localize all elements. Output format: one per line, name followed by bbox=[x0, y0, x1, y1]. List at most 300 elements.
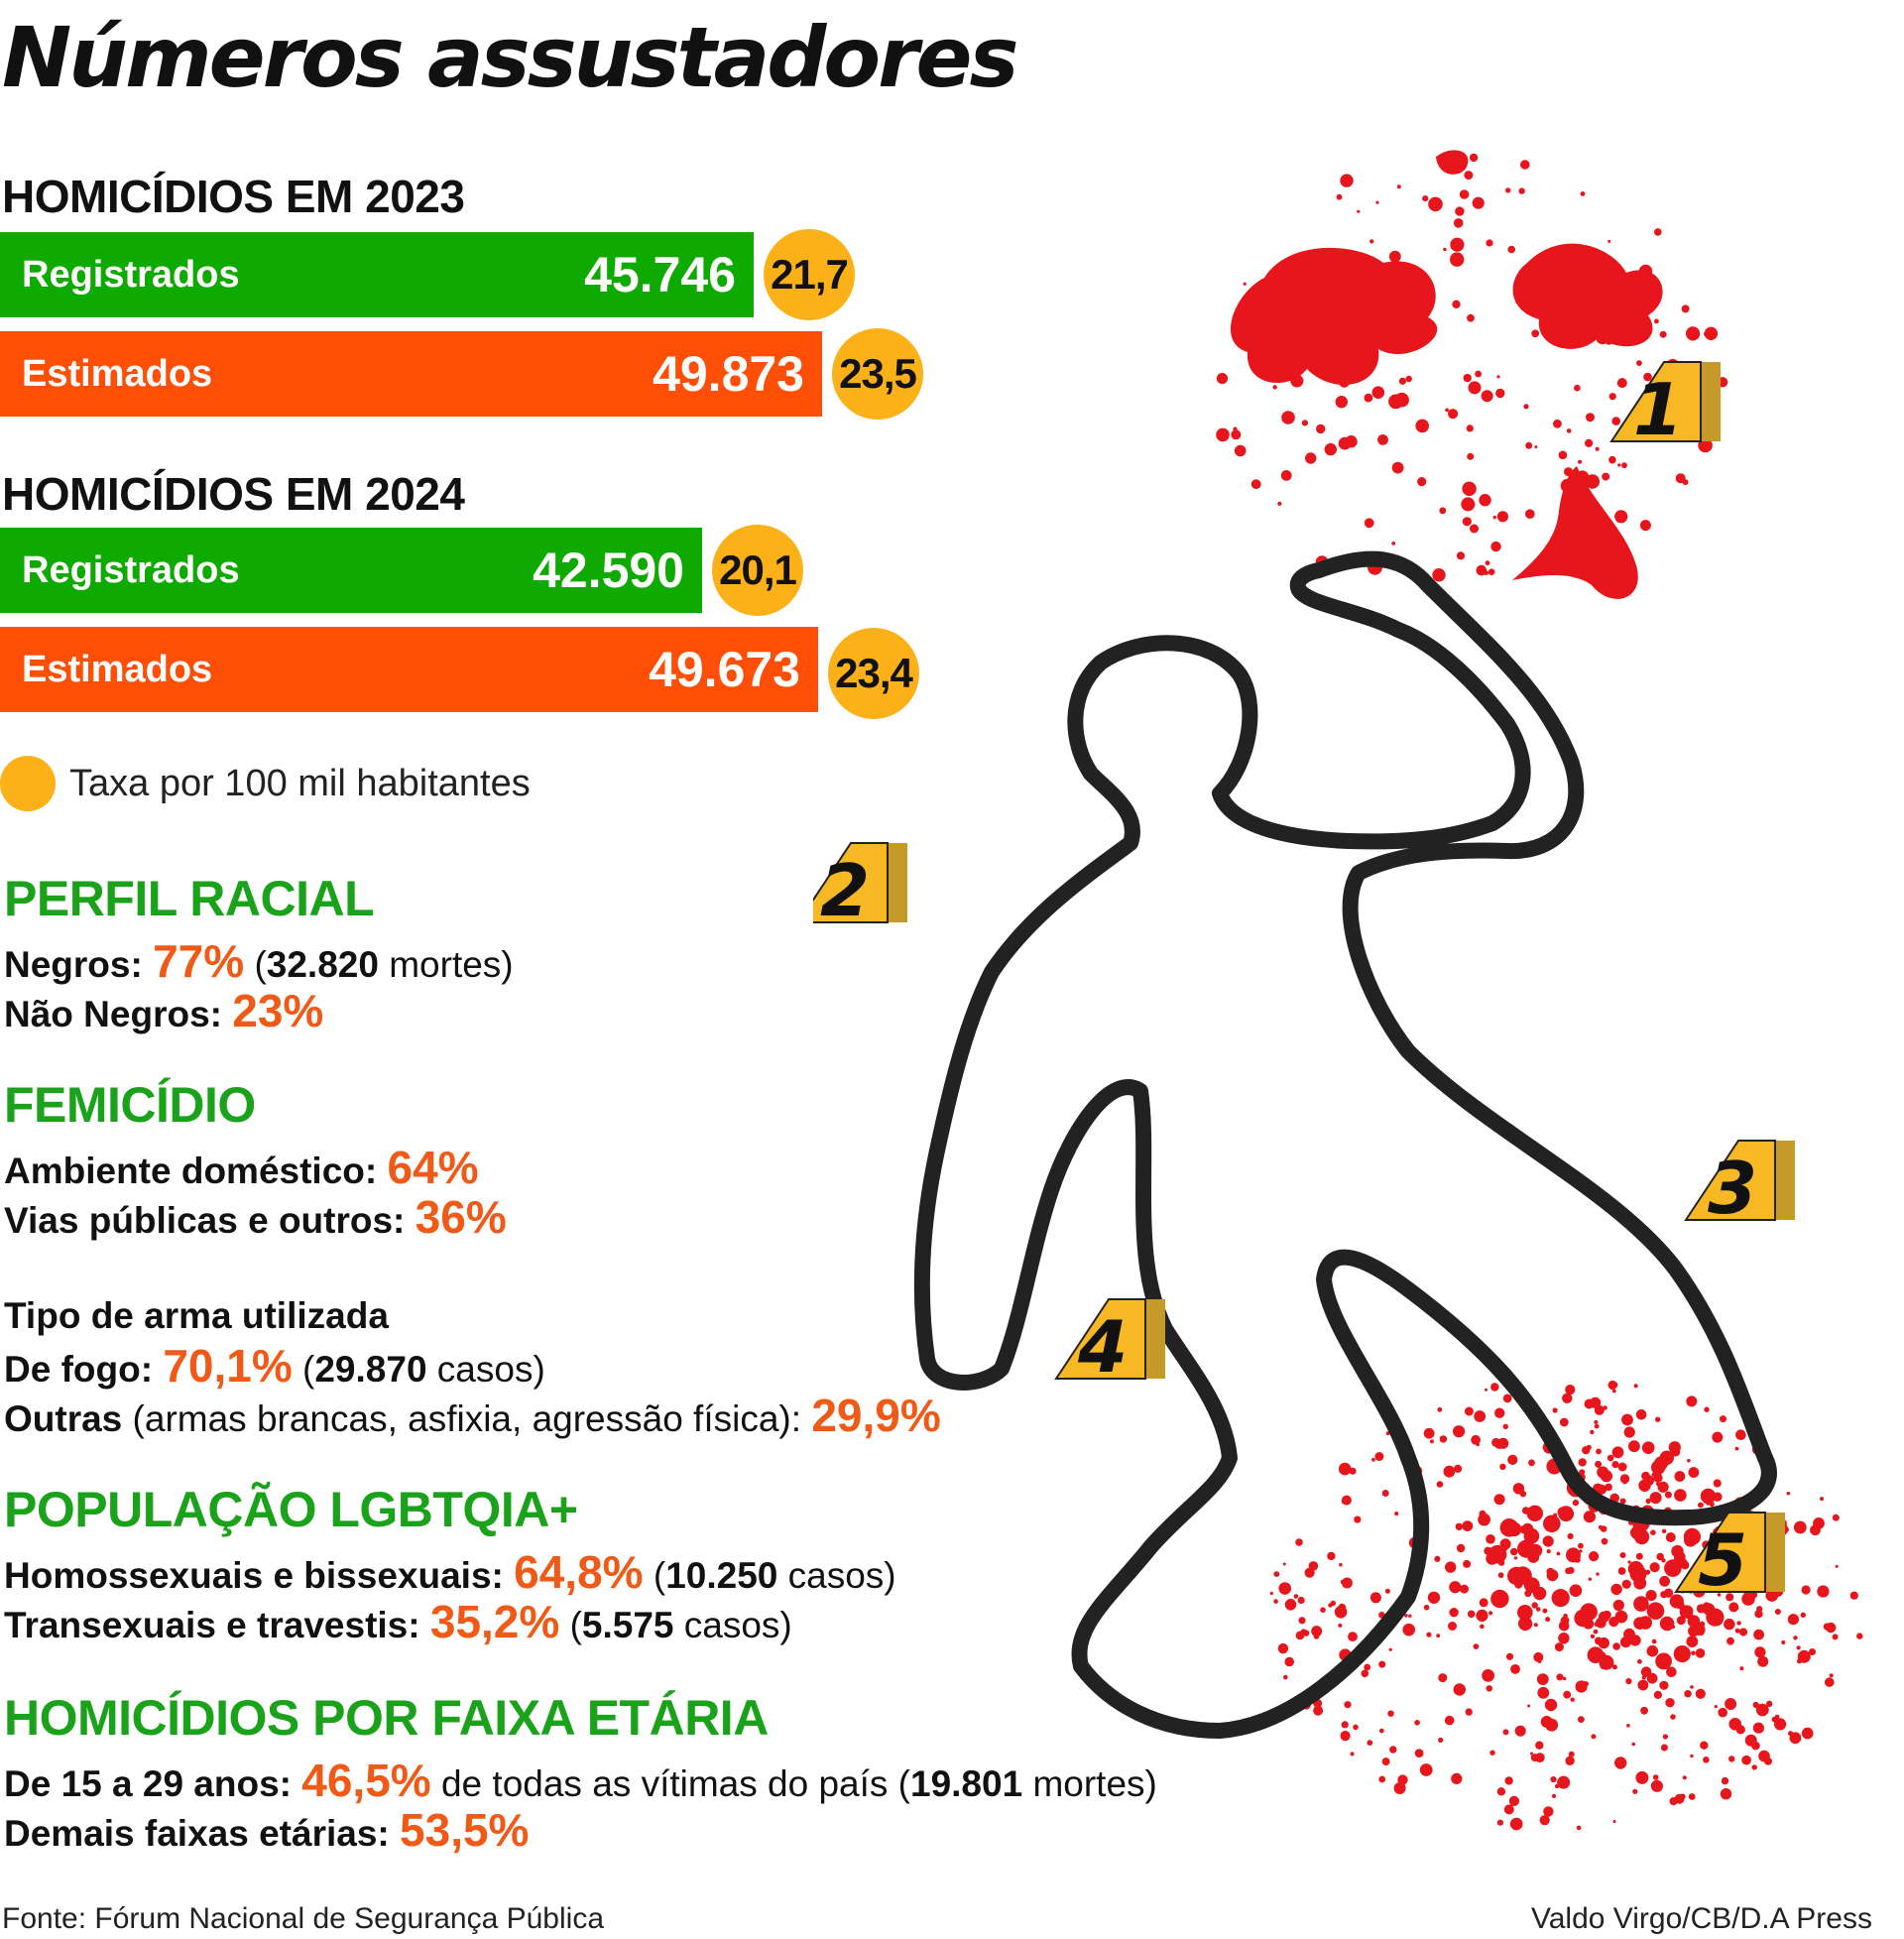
blood-drop bbox=[1687, 1636, 1699, 1647]
blood-drop bbox=[1534, 445, 1537, 448]
blood-drop bbox=[1687, 1459, 1691, 1463]
blood-drop bbox=[1426, 1633, 1431, 1637]
marker-number: 2 bbox=[819, 849, 871, 932]
blood-drop bbox=[1649, 1477, 1654, 1482]
blood-drop bbox=[1603, 1611, 1611, 1620]
bar-value: 42.590 bbox=[533, 543, 684, 598]
count: 10.250 bbox=[665, 1555, 778, 1596]
blood-drop bbox=[1647, 1602, 1665, 1620]
blood-drop bbox=[1628, 1561, 1644, 1577]
blood-drop bbox=[1424, 319, 1433, 328]
blood-drop bbox=[1284, 1657, 1294, 1667]
blood-drop bbox=[1691, 1651, 1696, 1656]
blood-drop bbox=[1406, 376, 1412, 382]
blood-drop bbox=[1424, 1605, 1430, 1611]
blood-drop bbox=[1566, 1547, 1581, 1562]
blood-drop bbox=[1641, 1666, 1652, 1677]
blood-drop bbox=[1422, 195, 1428, 201]
marker-number: 3 bbox=[1707, 1147, 1758, 1230]
blood-drop bbox=[1273, 1599, 1278, 1604]
blood-drop bbox=[1741, 1756, 1751, 1765]
blood-drop bbox=[1752, 1764, 1757, 1769]
percent: 77% bbox=[153, 935, 245, 987]
blood-drop bbox=[1320, 1607, 1326, 1613]
blood-drop bbox=[1476, 1610, 1488, 1622]
blood-drop bbox=[1715, 1705, 1718, 1708]
blood-drop bbox=[1298, 1617, 1305, 1624]
blood-drop bbox=[1696, 1648, 1706, 1658]
blood-drop bbox=[1477, 565, 1488, 576]
blood-drop bbox=[1463, 517, 1472, 526]
line-transexuais bbox=[4, 1597, 792, 1650]
blood-drop bbox=[1642, 1441, 1655, 1454]
blood-drop bbox=[1460, 189, 1470, 199]
blood-drop bbox=[1688, 1536, 1694, 1542]
percent: 46,5% bbox=[301, 1755, 431, 1806]
percent: 29,9% bbox=[811, 1390, 941, 1441]
count: 29.870 bbox=[314, 1349, 427, 1390]
blood-drop bbox=[1579, 1458, 1587, 1466]
blood-drop bbox=[1285, 1599, 1297, 1611]
blood-drop bbox=[1569, 1752, 1575, 1757]
blood-drop bbox=[1327, 1552, 1335, 1560]
blood-drop bbox=[1525, 442, 1532, 449]
evidence-marker-4 bbox=[1056, 1299, 1165, 1389]
blood-drop bbox=[1262, 297, 1273, 307]
line-demais-faixas bbox=[4, 1805, 529, 1859]
line-arma-outras bbox=[4, 1391, 941, 1444]
blood-drop bbox=[1491, 1438, 1500, 1447]
blood-drop bbox=[1378, 1661, 1385, 1668]
blood-drop bbox=[1581, 191, 1586, 196]
blood-drop bbox=[1557, 1776, 1570, 1789]
blood-drop bbox=[1790, 1732, 1802, 1744]
blood-drop bbox=[1781, 1640, 1785, 1644]
heading-tipo-arma bbox=[4, 1291, 389, 1341]
blood-drop bbox=[1659, 1576, 1670, 1587]
bar-2024-estimados bbox=[0, 627, 818, 712]
blood-drop bbox=[1735, 1429, 1746, 1440]
blood-drop bbox=[1394, 1782, 1406, 1794]
blood-drop bbox=[1612, 1446, 1624, 1458]
bar-value: 49.673 bbox=[649, 642, 800, 697]
blood-drop bbox=[1690, 1685, 1694, 1689]
blood-drop bbox=[1612, 1642, 1620, 1650]
blood-drop bbox=[1754, 1646, 1765, 1657]
blood-drop bbox=[1470, 525, 1479, 534]
blood-drop bbox=[1621, 1414, 1633, 1426]
blood-drop bbox=[1495, 389, 1504, 398]
blood-drop bbox=[1710, 1502, 1715, 1507]
blood-drop bbox=[1339, 1563, 1343, 1567]
bar-value: 49.873 bbox=[653, 346, 804, 402]
blood-drop bbox=[1764, 1757, 1772, 1765]
blood-drop bbox=[1467, 424, 1474, 431]
blood-drop bbox=[1281, 411, 1295, 424]
blood-drop bbox=[1683, 479, 1689, 485]
blood-drop bbox=[1316, 424, 1325, 433]
blood-drop bbox=[1493, 516, 1496, 519]
blood-drop bbox=[1542, 1609, 1547, 1614]
blood-drop bbox=[1651, 1780, 1663, 1792]
blood-drop bbox=[1503, 1394, 1512, 1403]
blood-drop bbox=[1850, 1592, 1858, 1600]
blood-drop bbox=[1528, 1459, 1535, 1466]
blood-drop bbox=[1470, 154, 1478, 162]
blood-drop bbox=[1700, 1742, 1708, 1750]
blood-drop bbox=[1557, 1552, 1561, 1556]
blood-drop bbox=[1336, 396, 1348, 408]
blood-drop bbox=[1585, 530, 1596, 541]
blood-drop bbox=[1621, 462, 1627, 468]
blood-drop bbox=[1372, 386, 1385, 399]
blood-drop bbox=[1364, 1664, 1370, 1671]
blood-drop bbox=[1381, 329, 1393, 341]
blood-drop bbox=[1485, 1389, 1488, 1392]
marker-number: 4 bbox=[1077, 1305, 1129, 1389]
blood-drop bbox=[1545, 1719, 1558, 1732]
blood-drop bbox=[1454, 1683, 1466, 1695]
blood-drop bbox=[1636, 1409, 1647, 1420]
blood-drop bbox=[1536, 1607, 1541, 1612]
blood-drop bbox=[1402, 1624, 1415, 1636]
blood-drop bbox=[1367, 1740, 1372, 1746]
blood-drop bbox=[1325, 443, 1337, 455]
blood-drop bbox=[1650, 1492, 1662, 1504]
blood-drop bbox=[1233, 427, 1237, 431]
blood-drop bbox=[1786, 1528, 1789, 1531]
blood-drop bbox=[1473, 197, 1485, 209]
blood-drop bbox=[1802, 1585, 1811, 1594]
blood-drop bbox=[1682, 304, 1690, 312]
blood-drop bbox=[1436, 1634, 1440, 1637]
blood-drop bbox=[1464, 171, 1473, 180]
heading-lgbtqia: POPULAÇÃO LGBTQIA+ bbox=[4, 1482, 578, 1537]
blood-drop bbox=[1753, 1630, 1764, 1640]
description: (armas brancas, asfixia, agressão física): bbox=[122, 1398, 802, 1439]
bar-label: Estimados bbox=[22, 648, 213, 690]
blood-drop bbox=[1298, 1597, 1305, 1604]
blood-drop bbox=[1568, 1533, 1574, 1539]
blood-drop bbox=[1571, 1698, 1575, 1702]
blood-drop bbox=[1572, 304, 1575, 307]
blood-drop bbox=[1596, 331, 1609, 345]
blood-drop bbox=[1555, 1642, 1564, 1651]
blood-drop bbox=[1523, 404, 1528, 409]
blood-drop bbox=[1612, 1390, 1616, 1394]
blood-drop bbox=[1617, 378, 1627, 388]
blood-drop bbox=[1563, 1691, 1571, 1699]
blood-drop bbox=[1608, 1617, 1618, 1627]
unit: casos) bbox=[426, 1349, 545, 1390]
blood-drop bbox=[1596, 556, 1606, 566]
blood-drop bbox=[1273, 1571, 1279, 1577]
blood-drop bbox=[1798, 1650, 1811, 1663]
blood-drop bbox=[1586, 413, 1595, 422]
blood-drop bbox=[1560, 1418, 1569, 1427]
blood-drop bbox=[1728, 1756, 1734, 1761]
blood-drop bbox=[1515, 1726, 1526, 1737]
blood-drop bbox=[1374, 1452, 1383, 1461]
blood-drop bbox=[1689, 1467, 1700, 1478]
blood-drop bbox=[1339, 377, 1350, 388]
blood-drop bbox=[1817, 1585, 1829, 1597]
blood-drop bbox=[1475, 371, 1482, 378]
blood-drop bbox=[1582, 1446, 1590, 1454]
blood-drop bbox=[1480, 1598, 1488, 1607]
blood-drop bbox=[1389, 1648, 1392, 1651]
blood-drop bbox=[1674, 1489, 1687, 1502]
blood-drop bbox=[1505, 187, 1510, 192]
blood-drop bbox=[1605, 1484, 1612, 1492]
chart-legend bbox=[0, 756, 531, 811]
blood-drop bbox=[1576, 1680, 1588, 1692]
paren: ( bbox=[643, 1555, 666, 1596]
blood-drop bbox=[1456, 1523, 1463, 1530]
blood-drop bbox=[1736, 1621, 1740, 1625]
blood-drop bbox=[1640, 520, 1651, 531]
blood-drop bbox=[1686, 1395, 1697, 1406]
blood-drop bbox=[1640, 1707, 1648, 1715]
blood-drop bbox=[1602, 473, 1609, 481]
blood-drop bbox=[1570, 1584, 1583, 1597]
blood-drop bbox=[1415, 1749, 1424, 1757]
blood-drop bbox=[1490, 542, 1500, 551]
blood-drop bbox=[1830, 1673, 1834, 1677]
blood-drop bbox=[1596, 1618, 1606, 1629]
blood-drop bbox=[1561, 1617, 1570, 1626]
blood-drop bbox=[1655, 1653, 1672, 1670]
blood-drop bbox=[1341, 1731, 1351, 1741]
blood-drop bbox=[1588, 1646, 1605, 1663]
blood-drop bbox=[1675, 1471, 1686, 1482]
blood-drop bbox=[1353, 1725, 1359, 1731]
blood-drop bbox=[1344, 1701, 1351, 1708]
blood-drop bbox=[1578, 1543, 1584, 1549]
blood-drop bbox=[1650, 1562, 1660, 1572]
blood-drop bbox=[1703, 1602, 1710, 1609]
blood-drop bbox=[1669, 1441, 1681, 1453]
label: De 15 a 29 anos: bbox=[4, 1763, 292, 1804]
blood-drop bbox=[1506, 1653, 1513, 1660]
blood-drop bbox=[1414, 1720, 1420, 1726]
line-nao-negros bbox=[4, 986, 323, 1039]
blood-drop bbox=[1689, 1793, 1696, 1800]
blood-drop bbox=[1480, 1625, 1485, 1630]
bar-label: Estimados bbox=[22, 352, 213, 395]
label: Negros: bbox=[4, 944, 143, 985]
blood-drop bbox=[1527, 1506, 1543, 1521]
blood-drop bbox=[1462, 482, 1476, 496]
blood-drop bbox=[1833, 1515, 1840, 1521]
blood-drop bbox=[1670, 1714, 1676, 1720]
blood-drop bbox=[1558, 1506, 1574, 1521]
blood-drop bbox=[1665, 1492, 1672, 1499]
blood-drop bbox=[1375, 201, 1378, 204]
blood-drop bbox=[1617, 463, 1620, 466]
blood-drop bbox=[1443, 248, 1446, 251]
percent: 23% bbox=[232, 985, 324, 1036]
blood-drop bbox=[1496, 375, 1499, 378]
blood-drop bbox=[1698, 1503, 1704, 1509]
blood-drop bbox=[1610, 1584, 1621, 1595]
blood-drop bbox=[1535, 1753, 1545, 1762]
blood-drop bbox=[1774, 1718, 1786, 1730]
blood-drop bbox=[1504, 1804, 1514, 1814]
blood-drop bbox=[1486, 1534, 1495, 1544]
blood-drop bbox=[1611, 1382, 1617, 1388]
blood-drop bbox=[1510, 1818, 1523, 1831]
blood-drop bbox=[1836, 1565, 1839, 1568]
blood-drop bbox=[1595, 1461, 1602, 1468]
blood-drop bbox=[1415, 420, 1429, 433]
blood-drop bbox=[1533, 1652, 1543, 1662]
blood-drop bbox=[1437, 1481, 1444, 1488]
blood-drop bbox=[1341, 1580, 1345, 1584]
blood-drop bbox=[1628, 1440, 1640, 1452]
blood-drop bbox=[1444, 1466, 1456, 1478]
blood-drop bbox=[1479, 1511, 1486, 1517]
blood-drop bbox=[1654, 1691, 1662, 1699]
blood-drop bbox=[1611, 1461, 1618, 1468]
line-vias-publicas bbox=[4, 1192, 507, 1246]
blood-drop bbox=[1397, 184, 1401, 188]
blood-drop bbox=[1756, 1606, 1762, 1612]
rate-badge-2024-registrados: 20,1 bbox=[712, 525, 803, 616]
blood-drop bbox=[1467, 453, 1474, 460]
heading-femicidio: FEMICÍDIO bbox=[4, 1077, 256, 1133]
blood-drop bbox=[1714, 1479, 1722, 1487]
blood-drop bbox=[1377, 434, 1388, 445]
blood-drop bbox=[1535, 1742, 1543, 1750]
percent: 35,2% bbox=[429, 1596, 560, 1647]
blood-drop bbox=[1753, 1723, 1764, 1734]
blood-drop bbox=[1434, 1556, 1440, 1562]
label: Homossexuais e bissexuais: bbox=[4, 1555, 504, 1596]
count: 5.575 bbox=[581, 1605, 674, 1645]
blood-drop bbox=[1560, 541, 1567, 547]
blood-drop bbox=[1340, 174, 1353, 186]
blood-drop bbox=[1482, 1669, 1494, 1682]
blood-drop bbox=[1294, 1594, 1299, 1599]
blood-drop bbox=[1497, 511, 1508, 522]
blood-drop bbox=[1678, 1558, 1687, 1567]
blood-drop bbox=[1389, 251, 1401, 263]
blood-drop bbox=[1324, 353, 1327, 356]
blood-drop bbox=[1699, 1630, 1705, 1636]
blood-drop bbox=[1277, 336, 1291, 350]
blood-drop bbox=[1339, 1463, 1352, 1476]
blood-drop bbox=[1428, 197, 1443, 212]
blood-drop bbox=[1387, 1711, 1393, 1717]
rate-badge-2023-estimados: 23,5 bbox=[832, 328, 923, 420]
blood-drop bbox=[1620, 1499, 1626, 1505]
blood-drop bbox=[1499, 1464, 1505, 1470]
blood-drop bbox=[1278, 1582, 1291, 1595]
blood-drop bbox=[1378, 1776, 1385, 1783]
blood-drop bbox=[1343, 285, 1347, 289]
blood-drop bbox=[1324, 336, 1329, 341]
blood-drop bbox=[1634, 1384, 1638, 1388]
blood-drop bbox=[1636, 1553, 1643, 1560]
blood-drop bbox=[1516, 289, 1523, 296]
blood-drop bbox=[1561, 479, 1575, 493]
blood-drop bbox=[1547, 1549, 1551, 1553]
blood-drop bbox=[1302, 420, 1308, 425]
blood-drop bbox=[1355, 327, 1365, 337]
blood-drop bbox=[1537, 1673, 1549, 1685]
blood-drop bbox=[1268, 310, 1276, 318]
blood-drop bbox=[1517, 1540, 1535, 1558]
blood-drop bbox=[1503, 1424, 1508, 1429]
blood-drop bbox=[1596, 1572, 1599, 1575]
blood-drop bbox=[1608, 456, 1616, 464]
blood-drop bbox=[1663, 1734, 1668, 1739]
blood-drop bbox=[1488, 1611, 1492, 1615]
blood-drop bbox=[1277, 502, 1281, 506]
blood-drop bbox=[1283, 1675, 1288, 1680]
blood-drop bbox=[1683, 1775, 1687, 1779]
rate-badge-2023-registrados: 21,7 bbox=[764, 229, 855, 320]
blood-drop bbox=[1797, 1645, 1801, 1649]
blood-drop bbox=[1625, 1678, 1631, 1684]
blood-drop bbox=[1633, 1596, 1649, 1612]
blood-drop bbox=[1609, 393, 1616, 400]
heading-perfil-racial: PERFIL RACIAL bbox=[4, 871, 375, 926]
blood-drop bbox=[1525, 509, 1535, 519]
evidence-marker-3 bbox=[1686, 1141, 1795, 1230]
blood-drop bbox=[1466, 1708, 1473, 1715]
label: De fogo: bbox=[4, 1349, 154, 1390]
blood-drop bbox=[1453, 1425, 1465, 1437]
blood-drop bbox=[1507, 1455, 1517, 1465]
blood-drop bbox=[1464, 374, 1472, 382]
blood-drop bbox=[1489, 1751, 1494, 1756]
blood-drop bbox=[1660, 1591, 1667, 1598]
blood-drop bbox=[1704, 1407, 1709, 1412]
blood-drop bbox=[1497, 1820, 1503, 1826]
blood-drop bbox=[1527, 1705, 1530, 1708]
blood-drop bbox=[1638, 1480, 1650, 1492]
blood-drop bbox=[1601, 1525, 1607, 1532]
blood-drop bbox=[1418, 291, 1423, 296]
unit: mortes) bbox=[378, 944, 514, 985]
blood-drop bbox=[1382, 1757, 1390, 1765]
blood-drop bbox=[1686, 326, 1700, 340]
blood-drop bbox=[1283, 1563, 1286, 1566]
blood-drop bbox=[1661, 1558, 1665, 1562]
blood-drop bbox=[1280, 1647, 1286, 1653]
blood-drop bbox=[1662, 1529, 1666, 1533]
blood-drop bbox=[1590, 1397, 1601, 1408]
blood-drop bbox=[1585, 439, 1593, 447]
blood-drop bbox=[1633, 1577, 1646, 1590]
blood-drop bbox=[1603, 1405, 1606, 1409]
blood-drop bbox=[1507, 246, 1515, 254]
section-title-2023: HOMICÍDIOS EM 2023 bbox=[2, 171, 465, 222]
image-credit: Valdo Virgo/CB/D.A Press bbox=[1530, 1902, 1872, 1935]
blood-drop bbox=[1725, 1698, 1736, 1710]
blood-drop bbox=[1417, 477, 1426, 486]
blood-drop bbox=[1788, 1614, 1799, 1625]
percent: 36% bbox=[415, 1191, 507, 1243]
blood-drop bbox=[1628, 1560, 1631, 1563]
section-title-2024: HOMICÍDIOS EM 2024 bbox=[2, 468, 465, 520]
blood-drop bbox=[1534, 1623, 1538, 1627]
blood-drop bbox=[1552, 1794, 1556, 1798]
blood-drop bbox=[1736, 1725, 1745, 1734]
blood-drop bbox=[1517, 1605, 1533, 1621]
